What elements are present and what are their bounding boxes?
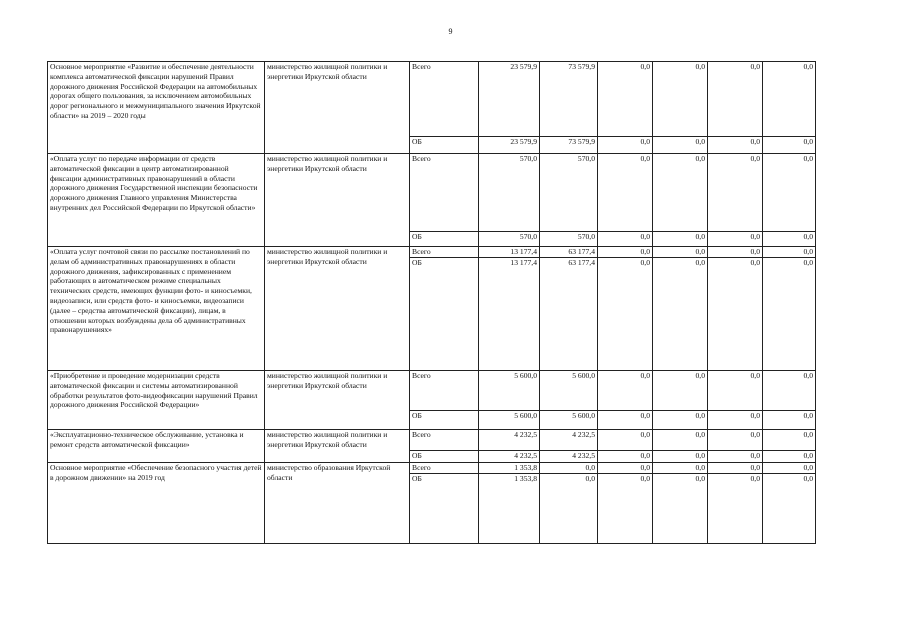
value-cell: 0,0 (653, 247, 708, 258)
value-cell: 1 353,8 (479, 463, 540, 474)
value-cell: 0,0 (763, 62, 816, 137)
table-row (48, 154, 816, 232)
table-row (48, 463, 816, 474)
value-cell: 0,0 (708, 247, 763, 258)
funding-source: Всего (410, 371, 479, 411)
value-cell: 73 579,9 (540, 137, 598, 154)
value-cell: 0,0 (708, 411, 763, 430)
value-cell: 0,0 (598, 411, 653, 430)
page-number: 9 (448, 27, 453, 36)
funding-source: Всего (410, 154, 479, 232)
value-cell: 0,0 (653, 371, 708, 411)
value-cell: 0,0 (708, 137, 763, 154)
measure-name: «Оплата услуг почтовой связи по рассылке постановлений по делам об административных правонарушениях в области дорожного движения, зафиксированных с применением работающих в автоматическом режиме специальных технических средств, имеющих функции фото- и киносъемки, видеозаписи, или средств фото- и киносъемки, видеозаписи (далее – средства автоматической фиксации), лицам, в отношении которых возбуждены дела об административных правонарушениях» (48, 247, 265, 371)
value-cell: 570,0 (479, 154, 540, 232)
measure-name: Основное мероприятие «Развитие и обеспечение деятельности комплекса автоматической фиксации нарушений Правил дорожного движения Российской Федерации на автомобильных дорогах общего пользования, за исключением автомобильных дорог регионального и межмуниципального значения Иркутской области» на 2019 – 2020 годы (48, 62, 265, 154)
value-cell: 4 232,5 (479, 451, 540, 463)
value-cell: 0,0 (708, 154, 763, 232)
value-cell: 73 579,9 (540, 62, 598, 137)
measure-name: «Эксплуатационно-техническое обслуживание, установка и ремонт средств автоматической фиксации» (48, 430, 265, 463)
financing-table (47, 61, 816, 544)
measure-name: «Приобретение и проведение модернизации средств автоматической фиксации и системы автоматизированной обработки результатов фото-видеофиксации нарушений Правил дорожного движения Российской Федерации» (48, 371, 265, 430)
value-cell: 0,0 (653, 232, 708, 247)
executor: министерство жилищной политики и энергетики Иркутской области (265, 430, 410, 463)
table-row (48, 371, 816, 411)
executor: министерство жилищной политики и энергетики Иркутской области (265, 371, 410, 430)
value-cell: 0,0 (708, 451, 763, 463)
value-cell: 570,0 (540, 232, 598, 247)
value-cell: 0,0 (540, 463, 598, 474)
value-cell: 0,0 (653, 258, 708, 371)
value-cell: 0,0 (763, 463, 816, 474)
value-cell: 0,0 (653, 411, 708, 430)
funding-source: Всего (410, 62, 479, 137)
value-cell: 0,0 (653, 137, 708, 154)
funding-source: Всего (410, 463, 479, 474)
value-cell: 0,0 (763, 474, 816, 544)
funding-source: ОБ (410, 474, 479, 544)
value-cell: 0,0 (763, 371, 816, 411)
funding-source: ОБ (410, 411, 479, 430)
table-row (48, 62, 816, 137)
value-cell: 0,0 (763, 451, 816, 463)
value-cell: 570,0 (479, 232, 540, 247)
value-cell: 0,0 (598, 247, 653, 258)
funding-source: ОБ (410, 258, 479, 371)
table-row (48, 430, 816, 451)
value-cell: 1 353,8 (479, 474, 540, 544)
value-cell: 0,0 (598, 430, 653, 451)
value-cell: 0,0 (653, 474, 708, 544)
value-cell: 0,0 (708, 371, 763, 411)
executor: министерство образования Иркутской области (265, 463, 410, 544)
table-row (48, 247, 816, 258)
value-cell: 570,0 (540, 154, 598, 232)
value-cell: 0,0 (763, 411, 816, 430)
value-cell: 0,0 (653, 463, 708, 474)
value-cell: 0,0 (653, 430, 708, 451)
funding-source: ОБ (410, 451, 479, 463)
value-cell: 23 579,9 (479, 62, 540, 137)
value-cell: 0,0 (763, 232, 816, 247)
value-cell: 13 177,4 (479, 258, 540, 371)
value-cell: 0,0 (598, 62, 653, 137)
value-cell: 0,0 (598, 232, 653, 247)
executor: министерство жилищной политики и энергетики Иркутской области (265, 247, 410, 371)
value-cell: 0,0 (763, 258, 816, 371)
value-cell: 0,0 (763, 137, 816, 154)
value-cell: 4 232,5 (540, 430, 598, 451)
value-cell: 0,0 (653, 154, 708, 232)
funding-source: ОБ (410, 137, 479, 154)
value-cell: 0,0 (763, 430, 816, 451)
funding-source: Всего (410, 430, 479, 451)
value-cell: 0,0 (763, 247, 816, 258)
value-cell: 0,0 (708, 232, 763, 247)
value-cell: 0,0 (653, 451, 708, 463)
value-cell: 0,0 (598, 154, 653, 232)
executor: министерство жилищной политики и энергетики Иркутской области (265, 154, 410, 247)
value-cell: 5 600,0 (540, 371, 598, 411)
measure-name: «Оплата услуг по передаче информации от средств автоматической фиксации в центр автоматизированной фиксации административных правонарушений в области дорожного движения Государственной инспекции безопасности дорожного движения Главного управления Министерства внутренних дел Российской Федерации по Иркутской области» (48, 154, 265, 247)
value-cell: 5 600,0 (479, 371, 540, 411)
value-cell: 5 600,0 (540, 411, 598, 430)
value-cell: 23 579,9 (479, 137, 540, 154)
value-cell: 5 600,0 (479, 411, 540, 430)
value-cell: 0,0 (708, 474, 763, 544)
measure-name: Основное мероприятие «Обеспечение безопасного участия детей в дорожном движении» на 2019 год (48, 463, 265, 544)
value-cell: 0,0 (598, 137, 653, 154)
funding-source: Всего (410, 247, 479, 258)
value-cell: 0,0 (598, 258, 653, 371)
value-cell: 0,0 (540, 474, 598, 544)
funding-source: ОБ (410, 232, 479, 247)
value-cell: 0,0 (708, 430, 763, 451)
value-cell: 0,0 (598, 463, 653, 474)
value-cell: 0,0 (708, 258, 763, 371)
value-cell: 0,0 (763, 154, 816, 232)
executor: министерство жилищной политики и энергетики Иркутской области (265, 62, 410, 154)
value-cell: 4 232,5 (540, 451, 598, 463)
value-cell: 63 177,4 (540, 247, 598, 258)
value-cell: 0,0 (598, 371, 653, 411)
value-cell: 13 177,4 (479, 247, 540, 258)
value-cell: 0,0 (598, 474, 653, 544)
value-cell: 63 177,4 (540, 258, 598, 371)
value-cell: 0,0 (653, 62, 708, 137)
value-cell: 4 232,5 (479, 430, 540, 451)
value-cell: 0,0 (708, 62, 763, 137)
value-cell: 0,0 (598, 451, 653, 463)
value-cell: 0,0 (708, 463, 763, 474)
